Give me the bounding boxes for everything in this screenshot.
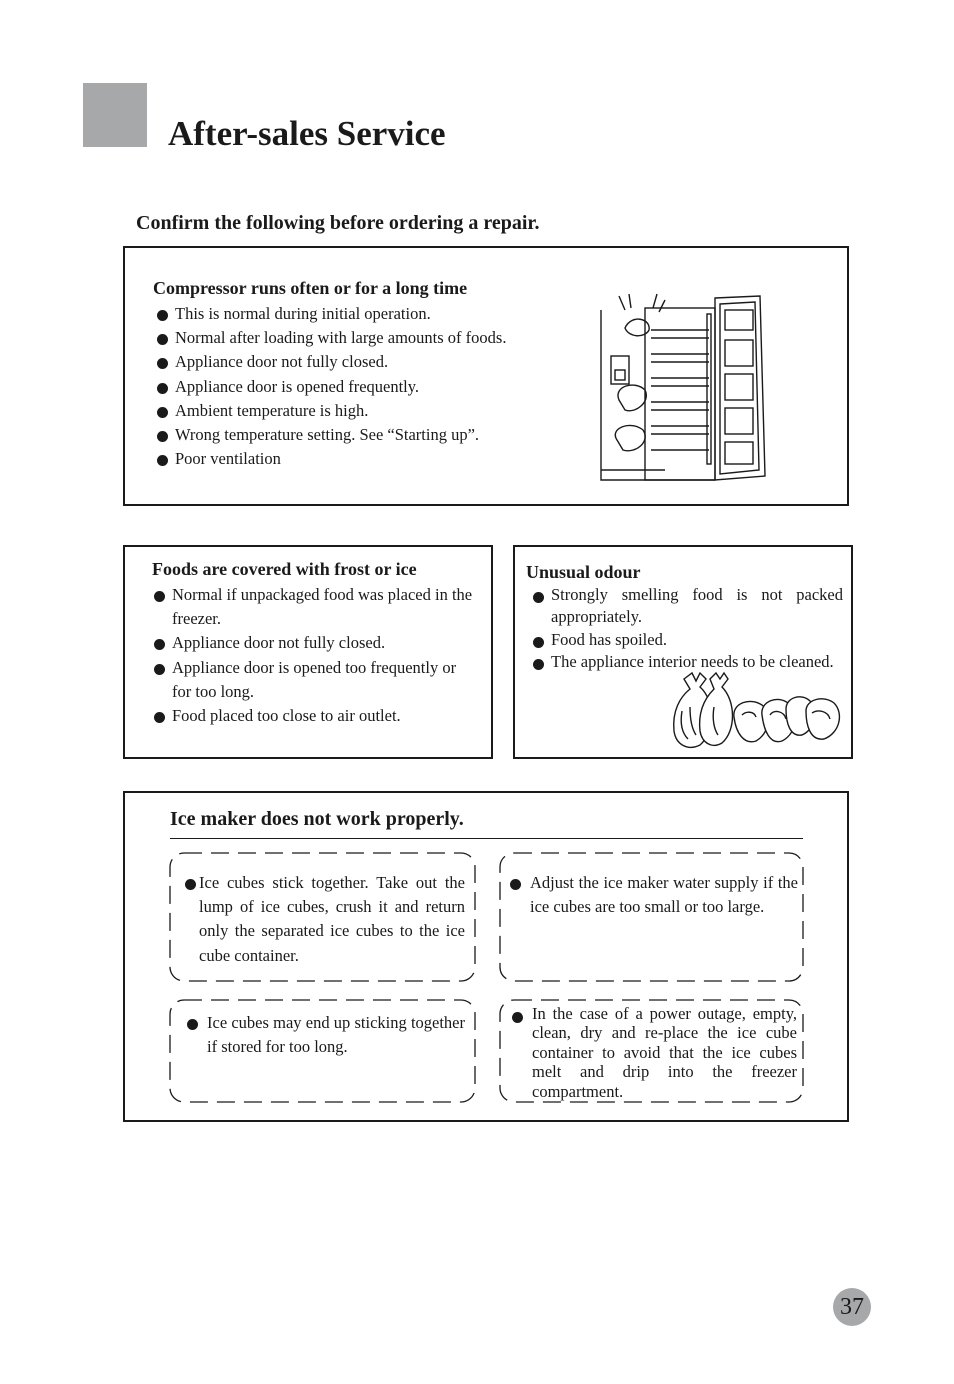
refrigerator-illustration [595, 290, 795, 490]
list-item: Normal if unpackaged food was placed in the freezer. [152, 583, 479, 631]
spoiled-food-illustration [670, 671, 845, 753]
list-item: Strongly smelling food is not packed appropriately. [531, 584, 843, 629]
header-gray-square [83, 83, 147, 147]
list-item: Food placed too close to air outlet. [152, 704, 479, 728]
ice-maker-box [123, 791, 849, 1122]
list-item: Ambient temperature is high. [155, 399, 575, 423]
list-item: This is normal during initial operation. [155, 302, 575, 326]
list-item: Poor ventilation [155, 447, 575, 471]
compressor-list [155, 302, 575, 471]
ice-panel-storage [185, 1011, 465, 1059]
list-item: Food has spoiled. [531, 629, 843, 651]
frost-heading: Foods are covered with frost or ice [152, 559, 417, 579]
compressor-box [123, 246, 849, 506]
list-item: Appliance door not fully closed. [152, 631, 479, 655]
list-item: Wrong temperature setting. See “Starting up”. [155, 423, 575, 447]
list-item: Ice cubes stick together. Take out the lump of ice cubes, crush it and return only the separated ice cubes to the ice cube container. [183, 871, 465, 968]
ice-panel-outage [510, 1004, 797, 1101]
odour-box [513, 545, 853, 759]
ice-panel-water [508, 871, 798, 919]
list-item: Normal after loading with large amounts of foods. [155, 326, 575, 350]
list-item: The appliance interior needs to be cleaned. [531, 651, 843, 673]
frost-list [152, 583, 479, 728]
frost-box [123, 545, 493, 759]
list-item: Appliance door is opened frequently. [155, 375, 575, 399]
odour-list [531, 584, 843, 674]
section-heading: Confirm the following before ordering a repair. [136, 212, 540, 234]
compressor-heading: Compressor runs often or for a long time [153, 278, 468, 298]
page-number: 37 [833, 1288, 871, 1326]
ice-maker-heading: Ice maker does not work properly. [170, 808, 464, 830]
odour-heading: Unusual odour [526, 562, 641, 582]
page-title: After-sales Service [168, 114, 446, 153]
ice-panel-stick [183, 871, 465, 968]
list-item: Appliance door is opened too frequently or for too long. [152, 656, 479, 704]
list-item: Adjust the ice maker water supply if the ice cubes are too small or too large. [508, 871, 798, 919]
list-item: Appliance door not fully closed. [155, 350, 575, 374]
list-item: Ice cubes may end up sticking together if stored for too long. [185, 1011, 465, 1059]
list-item: In the case of a power outage, empty, clean, dry and re-place the ice cube container to avoid that the ice cubes melt and drip into the freezer compartment. [510, 1004, 797, 1101]
